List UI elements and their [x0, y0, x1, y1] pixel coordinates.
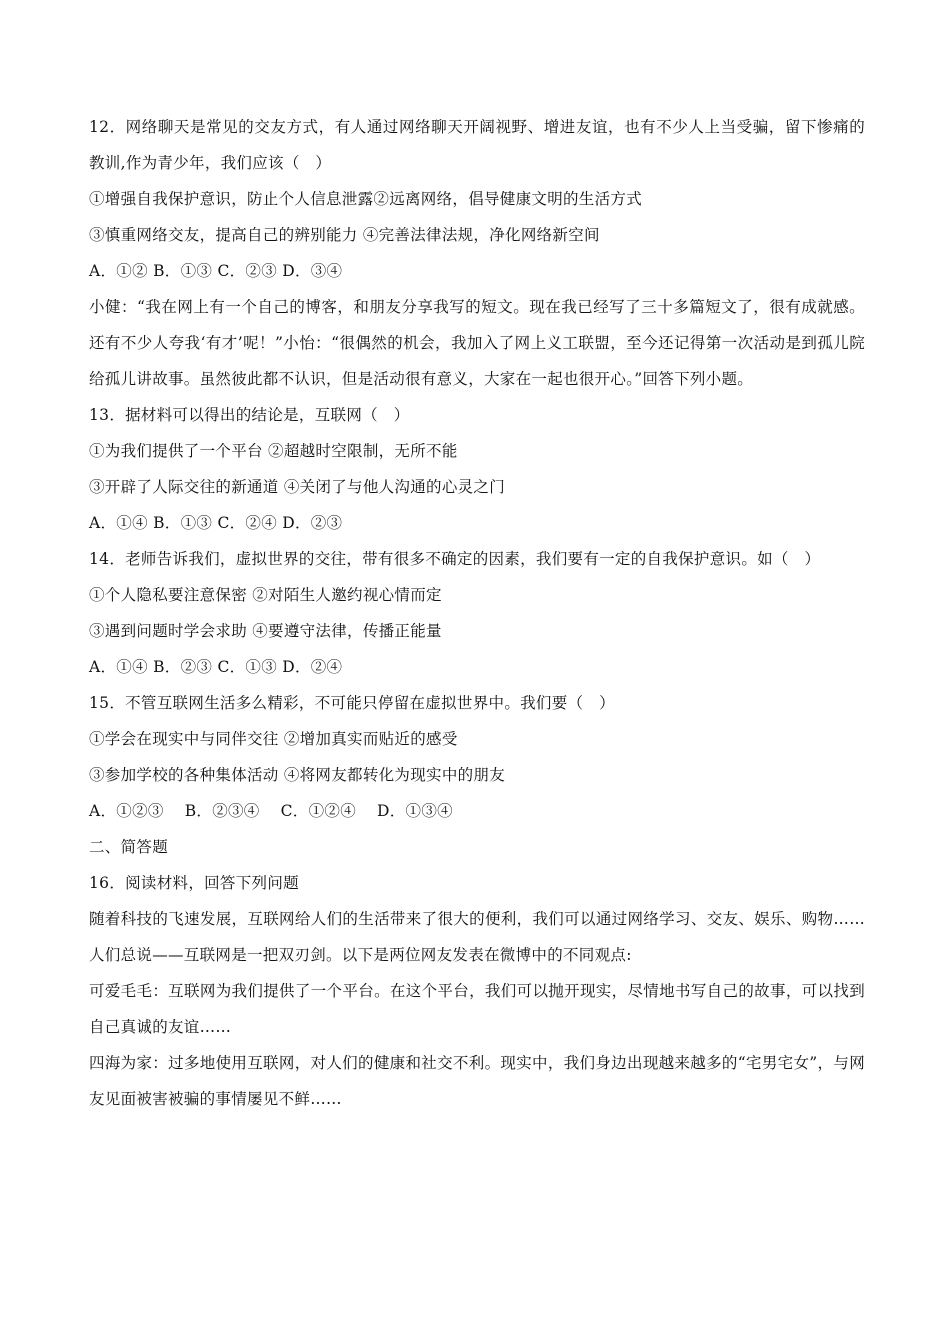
q12-option-line-2: ③慎重网络交友，提高自己的辨别能力 ④完善法律法规，净化网络新空间 [89, 226, 600, 244]
q12-option-line-1: ①增强自我保护意识，防止个人信息泄露②远离网络，倡导健康文明的生活方式 [89, 190, 643, 208]
q15-option-line-1: ①学会在现实中与同伴交往 ②增加真实而贴近的感受 [89, 730, 458, 748]
q15-choices: A．①②③ B．②③④ C．①②④ D．①③④ [89, 802, 453, 820]
q16-paragraph-2: 可爱毛毛：互联网为我们提供了一个平台。在这个平台，我们可以抛开现实，尽情地书写自己的故事，可以找到自己真诚的友谊…… [89, 982, 865, 1036]
q12-choices: A．①② B．①③ C．②③ D．③④ [89, 262, 343, 280]
q13-option-line-1: ①为我们提供了一个平台 ②超越时空限制，无所不能 [89, 442, 458, 460]
q14-choices: A．①④ B．②③ C．①③ D．②④ [89, 658, 343, 676]
q14-option-line-1: ①个人隐私要注意保密 ②对陌生人邀约视心情而定 [89, 586, 442, 604]
material-text: 小健：“我在网上有一个自己的博客，和朋友分享我写的短文。现在我已经写了三十多篇短文了，很有成就感。还有不少人夸我‘有才’呢！”小怡：“很偶然的机会，我加入了网上义工联盟，至今还记得第一次活动是到孤儿院给孤儿讲故事。虽然彼此都不认识，但是活动很有意义，大家在一起也很开心。”回答下列小题。 [89, 298, 865, 388]
q15-option-line-2: ③参加学校的各种集体活动 ④将网友都转化为现实中的朋友 [89, 766, 506, 784]
section-heading: 二、简答题 [89, 838, 169, 856]
q12-stem: 12．网络聊天是常见的交友方式，有人通过网络聊天开阔视野、增进友谊，也有不少人上当受骗，留下惨痛的教训,作为青少年，我们应该（ ） [89, 118, 865, 172]
q16-paragraph-1: 随着科技的飞速发展，互联网给人们的生活带来了很大的便利，我们可以通过网络学习、交友、娱乐、购物……人们总说——互联网是一把双刃剑。以下是两位网友发表在微博中的不同观点: [89, 910, 865, 964]
q14-option-line-2: ③遇到问题时学会求助 ④要遵守法律，传播正能量 [89, 622, 442, 640]
q13-choices: A．①④ B．①③ C．②④ D．②③ [89, 514, 343, 532]
q15-stem: 15．不管互联网生活多么精彩，不可能只停留在虚拟世界中。我们要（ ） [89, 694, 615, 712]
q13-option-line-2: ③开辟了人际交往的新通道 ④关闭了与他人沟通的心灵之门 [89, 478, 506, 496]
q16-paragraph-3: 四海为家：过多地使用互联网，对人们的健康和社交不利。现实中，我们身边出现越来越多的“宅男宅女”，与网友见面被害被骗的事情屡见不鲜…… [89, 1054, 865, 1108]
document-content [89, 109, 865, 1117]
q13-stem: 13．据材料可以得出的结论是，互联网（ ） [89, 406, 410, 424]
q14-stem: 14．老师告诉我们，虚拟世界的交往，带有很多不确定的因素，我们要有一定的自我保护意识。如（ ） [89, 550, 821, 568]
q16-stem: 16．阅读材料，回答下列问题 [89, 874, 299, 892]
